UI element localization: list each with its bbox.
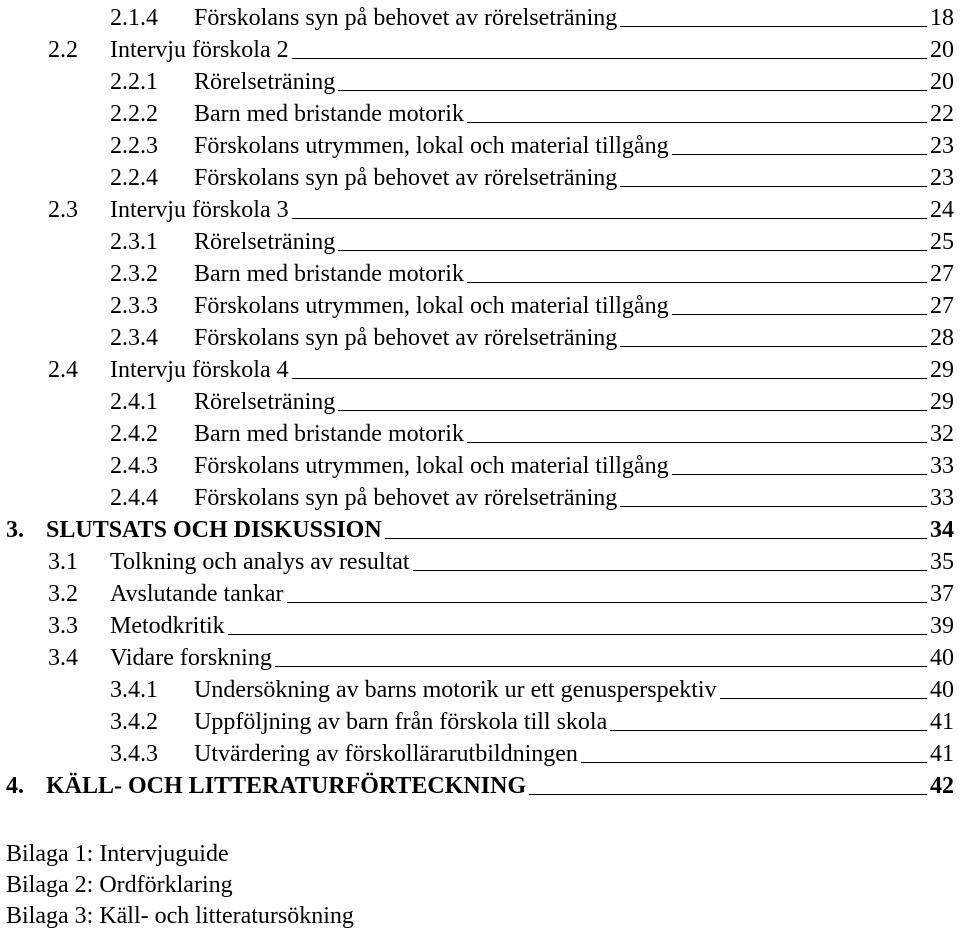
toc-entry-title: Förskolans syn på behovet av rörelseträning (194, 165, 618, 191)
toc-entry[interactable] (48, 640, 954, 672)
toc-entry-number: 2.2.4 (110, 165, 158, 191)
toc-entry-page: 20 (930, 37, 954, 63)
toc-entry-title: Förskolans utrymmen, lokal och material tillgång (194, 453, 669, 479)
toc-entry-page: 27 (930, 261, 954, 287)
toc-entry-title: Uppföljning av barn från förskola till skola (194, 709, 608, 735)
toc-entry[interactable] (6, 512, 954, 544)
toc-leader-line (620, 505, 927, 507)
toc-leader-line (385, 537, 927, 539)
toc-entry-title: Avslutande tankar (110, 581, 284, 607)
toc-entry-number: 3.4.1 (110, 677, 158, 703)
toc-entry-number: 2.4.2 (110, 421, 158, 447)
toc-entry-number: 2.4.1 (110, 389, 158, 415)
toc-entry-title: Tolkning och analys av resultat (110, 549, 410, 575)
toc-entry-title: Barn med bristande motorik (194, 421, 464, 447)
toc-leader-line (620, 345, 927, 347)
toc-leader-line (338, 249, 927, 251)
toc-leader-line (581, 761, 927, 763)
toc-entry-title: Förskolans syn på behovet av rörelseträning (194, 325, 618, 351)
toc-entry-page: 40 (930, 677, 954, 703)
appendix-item: Bilaga 1: Intervjuguide (6, 841, 229, 867)
toc-entry-title: Intervju förskola 4 (110, 357, 289, 383)
toc-leader-line (292, 377, 927, 379)
toc-entry-page: 37 (930, 581, 954, 607)
toc-entry-title: KÄLL- OCH LITTERATURFÖRTECKNING (46, 773, 527, 799)
toc-entry-title: Förskolans utrymmen, lokal och material tillgång (194, 293, 669, 319)
toc-entry-number: 2.3.2 (110, 261, 158, 287)
toc-entry[interactable] (48, 192, 954, 224)
toc-entry-number: 3.4.2 (110, 709, 158, 735)
toc-entry-number: 3. (6, 517, 24, 543)
toc-entry[interactable] (110, 416, 954, 448)
toc-leader-line (338, 89, 927, 91)
toc-leader-line (338, 409, 927, 411)
toc-leader-line (620, 25, 927, 27)
toc-entry-page: 20 (930, 69, 954, 95)
toc-entry[interactable] (48, 544, 954, 576)
appendix-item: Bilaga 2: Ordförklaring (6, 872, 233, 898)
toc-entry-page: 24 (930, 197, 954, 223)
toc-entry-number: 2.2.2 (110, 101, 158, 127)
toc-entry-title: Utvärdering av förskollärarutbildningen (194, 741, 578, 767)
toc-entry[interactable] (48, 352, 954, 384)
toc-entry-page: 18 (930, 5, 954, 31)
toc-entry-page: 22 (930, 101, 954, 127)
toc-entry-title: Rörelseträning (194, 69, 336, 95)
toc-entry-title: Förskolans syn på behovet av rörelseträning (194, 485, 618, 511)
toc-entry-page: 29 (930, 389, 954, 415)
toc-entry-number: 2.4 (48, 357, 78, 383)
toc-leader-line (275, 665, 927, 667)
toc-entry[interactable] (48, 576, 954, 608)
appendix-item: Bilaga 3: Käll- och litteratursökning (6, 903, 354, 929)
toc-entry-number: 2.2.3 (110, 133, 158, 159)
toc-entry-title: Rörelseträning (194, 389, 336, 415)
toc-leader-line (467, 441, 927, 443)
toc-entry-number: 2.2.1 (110, 69, 158, 95)
toc-entry[interactable] (48, 608, 954, 640)
toc-entry-title: Metodkritik (110, 613, 225, 639)
toc-entry-number: 4. (6, 773, 24, 799)
toc-entry[interactable] (110, 0, 954, 32)
toc-leader-line (610, 729, 927, 731)
toc-entry[interactable] (110, 64, 954, 96)
toc-entry-number: 2.4.3 (110, 453, 158, 479)
toc-entry-page: 42 (930, 773, 954, 799)
toc-entry-number: 2.1.4 (110, 5, 158, 31)
toc-entry-number: 3.2 (48, 581, 78, 607)
toc-entry[interactable] (110, 384, 954, 416)
toc-entry[interactable] (110, 288, 954, 320)
toc-leader-line (672, 473, 927, 475)
toc-entry-page: 41 (930, 741, 954, 767)
toc-entry-title: Intervju förskola 3 (110, 197, 289, 223)
toc-leader-line (672, 313, 927, 315)
toc-entry-page: 34 (930, 517, 954, 543)
toc-entry[interactable] (110, 160, 954, 192)
toc-entry[interactable] (110, 736, 954, 768)
toc-entry-number: 3.3 (48, 613, 78, 639)
toc-leader-line (620, 185, 927, 187)
toc-entry-page: 27 (930, 293, 954, 319)
toc-entry[interactable] (48, 32, 954, 64)
toc-leader-line (467, 281, 927, 283)
toc-entry-page: 41 (930, 709, 954, 735)
toc-entry-number: 3.4 (48, 645, 78, 671)
toc-entry-title: Undersökning av barns motorik ur ett genusperspektiv (194, 677, 717, 703)
toc-entry-page: 23 (930, 165, 954, 191)
toc-entry-number: 3.4.3 (110, 741, 158, 767)
toc-entry-title: Barn med bristande motorik (194, 101, 464, 127)
toc-entry[interactable] (110, 704, 954, 736)
toc-leader-line (467, 121, 927, 123)
toc-entry[interactable] (110, 672, 954, 704)
toc-leader-line (228, 633, 927, 635)
toc-entry-title: Vidare forskning (110, 645, 272, 671)
toc-entry-title: Rörelseträning (194, 229, 336, 255)
toc-entry-number: 2.2 (48, 37, 78, 63)
toc-entry-page: 32 (930, 421, 954, 447)
toc-entry-number: 2.4.4 (110, 485, 158, 511)
toc-leader-line (672, 153, 927, 155)
toc-entry-page: 29 (930, 357, 954, 383)
toc-leader-line (292, 217, 927, 219)
toc-entry-page: 23 (930, 133, 954, 159)
toc-entry-page: 40 (930, 645, 954, 671)
toc-entry[interactable] (6, 768, 954, 800)
toc-entry-number: 2.3.1 (110, 229, 158, 255)
toc-leader-line (720, 697, 927, 699)
toc-leader-line (287, 601, 928, 603)
toc-entry[interactable] (110, 256, 954, 288)
toc-entry-title: SLUTSATS OCH DISKUSSION (46, 517, 382, 543)
toc-entry-title: Barn med bristande motorik (194, 261, 464, 287)
toc-entry-title: Intervju förskola 2 (110, 37, 289, 63)
toc-entry-title: Förskolans syn på behovet av rörelseträning (194, 5, 618, 31)
toc-entry-page: 33 (930, 453, 954, 479)
toc-entry-page: 28 (930, 325, 954, 351)
toc-entry[interactable] (110, 224, 954, 256)
toc-entry-page: 35 (930, 549, 954, 575)
toc-entry-number: 3.1 (48, 549, 78, 575)
toc-leader-line (529, 793, 927, 795)
toc-entry-number: 2.3.4 (110, 325, 158, 351)
toc-entry[interactable] (110, 96, 954, 128)
toc-entry[interactable] (110, 320, 954, 352)
toc-entry-number: 2.3 (48, 197, 78, 223)
toc-entry-title: Förskolans utrymmen, lokal och material tillgång (194, 133, 669, 159)
toc-entry[interactable] (110, 480, 954, 512)
toc-entry[interactable] (110, 128, 954, 160)
toc-entry[interactable] (110, 448, 954, 480)
toc-entry-page: 33 (930, 485, 954, 511)
toc-entry-page: 39 (930, 613, 954, 639)
toc-leader-line (292, 57, 927, 59)
toc-entry-number: 2.3.3 (110, 293, 158, 319)
toc-leader-line (413, 569, 927, 571)
toc-entry-page: 25 (930, 229, 954, 255)
